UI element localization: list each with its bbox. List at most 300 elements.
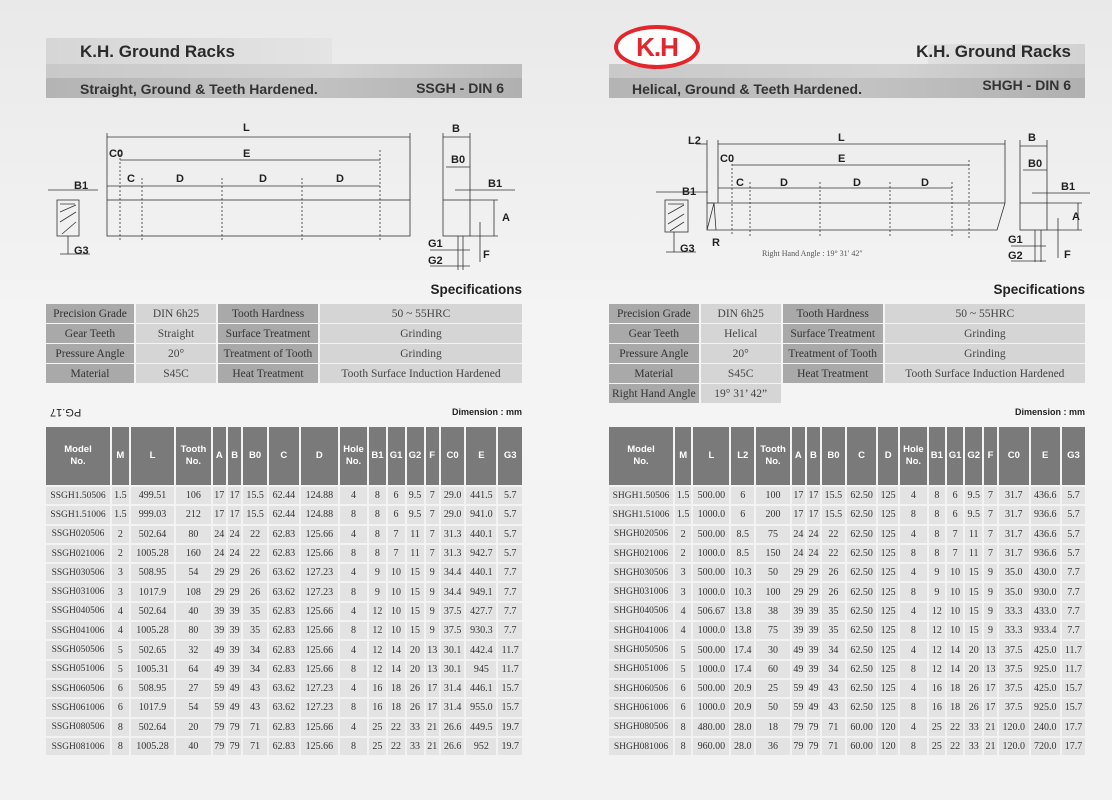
table-cell: 425.0 bbox=[1031, 641, 1060, 658]
label-b1: B1 bbox=[74, 180, 89, 192]
page-stamp: PG.17 bbox=[50, 406, 82, 418]
spec-value: Straight bbox=[136, 324, 216, 343]
table-cell: 120 bbox=[878, 719, 898, 736]
table-cell: 8 bbox=[929, 487, 945, 504]
table-cell: 14 bbox=[388, 661, 405, 678]
table-cell: 6 bbox=[112, 699, 129, 716]
table-cell: 24 bbox=[213, 526, 226, 543]
table-cell: 5.7 bbox=[498, 545, 522, 562]
table-cell: SHGH061006 bbox=[609, 699, 673, 716]
table-cell: 16 bbox=[929, 680, 945, 697]
table-cell: 945 bbox=[466, 661, 496, 678]
table-cell: 7 bbox=[947, 526, 964, 543]
table-cell: 8 bbox=[900, 583, 927, 600]
column-header: B1 bbox=[929, 427, 945, 485]
table-cell: 6 bbox=[112, 680, 129, 697]
table-cell: 29.0 bbox=[441, 506, 464, 523]
spec-label: Precision Grade bbox=[46, 304, 134, 323]
table-cell: 120 bbox=[878, 738, 898, 755]
table-cell: 49 bbox=[807, 680, 820, 697]
label-e: E bbox=[243, 148, 251, 160]
table-cell: 100 bbox=[756, 487, 790, 504]
column-header: B1 bbox=[369, 427, 385, 485]
spec-value: 19° 31’ 42” bbox=[701, 384, 781, 403]
table-cell: 29 bbox=[807, 583, 820, 600]
column-header: Hole No. bbox=[340, 427, 368, 485]
table-cell: 11 bbox=[965, 526, 982, 543]
table-cell: 79 bbox=[213, 738, 226, 755]
spec-label: Pressure Angle bbox=[46, 344, 134, 363]
table-cell: 7 bbox=[984, 487, 997, 504]
table-cell: 9 bbox=[426, 603, 439, 620]
table-cell: 30.1 bbox=[441, 641, 464, 658]
table-cell: 26.6 bbox=[441, 719, 464, 736]
table-cell: 34 bbox=[243, 641, 266, 658]
table-cell: SHGH021006 bbox=[609, 545, 673, 562]
table-cell: 49 bbox=[792, 661, 805, 678]
table-cell: 9 bbox=[929, 583, 945, 600]
table-cell: 33 bbox=[407, 719, 424, 736]
spec-label: Precision Grade bbox=[609, 304, 699, 323]
table-cell: 124.88 bbox=[301, 487, 338, 504]
table-cell: 35.0 bbox=[999, 583, 1028, 600]
table-cell: 1005.31 bbox=[131, 661, 175, 678]
label-g3: G3 bbox=[74, 245, 89, 257]
table-row bbox=[46, 603, 522, 620]
table-row bbox=[609, 641, 1085, 658]
table-cell: 7.7 bbox=[1062, 622, 1085, 639]
table-cell: 4 bbox=[340, 487, 368, 504]
table-cell: SSGH081006 bbox=[46, 738, 110, 755]
table-cell: 34 bbox=[822, 641, 845, 658]
table-cell: SSGH060506 bbox=[46, 680, 110, 697]
spec-label: Surface Treatment bbox=[783, 324, 883, 343]
dimension-unit: Dimension : mm bbox=[1014, 407, 1085, 417]
table-cell: 930.3 bbox=[466, 622, 496, 639]
table-cell: 5.7 bbox=[1062, 526, 1085, 543]
table-cell: 8 bbox=[900, 661, 927, 678]
table-cell: 27 bbox=[176, 680, 210, 697]
table-cell: 15.7 bbox=[498, 680, 522, 697]
table-cell: 38 bbox=[756, 603, 790, 620]
label-b0: B0 bbox=[451, 154, 466, 166]
table-row bbox=[609, 583, 1085, 600]
table-cell: 2 bbox=[112, 526, 129, 543]
table-cell: 54 bbox=[176, 564, 210, 581]
table-cell: 100 bbox=[756, 583, 790, 600]
table-cell: 942.7 bbox=[466, 545, 496, 562]
table-cell: 8 bbox=[112, 738, 129, 755]
table-cell: 925.0 bbox=[1031, 699, 1060, 716]
table-cell: 22 bbox=[388, 719, 405, 736]
table-cell: 62.44 bbox=[269, 506, 299, 523]
table-cell: 39 bbox=[807, 603, 820, 620]
table-cell: 125.66 bbox=[301, 545, 338, 562]
spec-label: Gear Teeth bbox=[46, 324, 134, 343]
label-a: A bbox=[502, 212, 510, 224]
table-cell: 125 bbox=[878, 641, 898, 658]
table-cell: 9 bbox=[426, 622, 439, 639]
page-subtitle: Straight, Ground & Teeth Hardened. bbox=[80, 81, 318, 97]
table-cell: 12 bbox=[369, 603, 385, 620]
column-header: Tooth No. bbox=[756, 427, 790, 485]
table-cell: 71 bbox=[243, 719, 266, 736]
table-cell: 1005.28 bbox=[131, 622, 175, 639]
label-b: B bbox=[452, 123, 460, 135]
spec-value: DIN 6h25 bbox=[701, 304, 781, 323]
label-l2: L2 bbox=[688, 135, 701, 147]
table-cell: SHGH081006 bbox=[609, 738, 673, 755]
spec-row bbox=[609, 384, 1085, 403]
table-cell: 35 bbox=[243, 622, 266, 639]
table-row bbox=[609, 545, 1085, 562]
label-b0: B0 bbox=[1028, 158, 1043, 170]
table-cell: 29 bbox=[213, 564, 226, 581]
table-cell: 62.50 bbox=[847, 506, 876, 523]
table-cell: 6 bbox=[947, 506, 964, 523]
table-cell: 125 bbox=[878, 661, 898, 678]
table-cell: 8 bbox=[900, 545, 927, 562]
column-header: C0 bbox=[999, 427, 1028, 485]
table-cell: 10 bbox=[388, 603, 405, 620]
table-cell: 10 bbox=[388, 564, 405, 581]
table-cell: 20.9 bbox=[731, 699, 754, 716]
table-cell: 50 bbox=[756, 699, 790, 716]
table-cell: 21 bbox=[426, 719, 439, 736]
table-cell: 16 bbox=[369, 699, 385, 716]
table-cell: 4 bbox=[675, 622, 691, 639]
table-cell: 8 bbox=[929, 545, 945, 562]
table-cell: 427.7 bbox=[466, 603, 496, 620]
table-cell: 31.3 bbox=[441, 545, 464, 562]
table-cell: 39 bbox=[228, 641, 241, 658]
table-cell: 15 bbox=[407, 603, 424, 620]
table-cell: 7 bbox=[388, 526, 405, 543]
table-row bbox=[46, 583, 522, 600]
table-cell: 5 bbox=[675, 641, 691, 658]
column-header: Tooth No. bbox=[176, 427, 210, 485]
table-cell: 15 bbox=[965, 564, 982, 581]
table-cell: 12 bbox=[929, 661, 945, 678]
table-cell: 108 bbox=[176, 583, 210, 600]
table-cell: 8 bbox=[369, 506, 385, 523]
table-cell: 39 bbox=[792, 603, 805, 620]
table-cell: 26 bbox=[407, 680, 424, 697]
table-cell: 9.5 bbox=[407, 506, 424, 523]
table-cell: 936.6 bbox=[1031, 545, 1060, 562]
table-cell: 20 bbox=[407, 661, 424, 678]
table-cell: 29 bbox=[792, 564, 805, 581]
table-cell: 1000.0 bbox=[693, 622, 729, 639]
table-cell: SSGH021006 bbox=[46, 545, 110, 562]
table-cell: 1000.0 bbox=[693, 661, 729, 678]
table-cell: SSGH1.50506 bbox=[46, 487, 110, 504]
table-cell: 37.5 bbox=[999, 641, 1028, 658]
table-row bbox=[46, 680, 522, 697]
table-cell: 62.50 bbox=[847, 680, 876, 697]
table-cell: 13 bbox=[984, 641, 997, 658]
table-cell: SSGH1.51006 bbox=[46, 506, 110, 523]
table-cell: 19.7 bbox=[498, 719, 522, 736]
table-cell: 933.4 bbox=[1031, 622, 1060, 639]
table-cell: 125 bbox=[878, 526, 898, 543]
table-cell: 31.7 bbox=[999, 487, 1028, 504]
table-cell: 17 bbox=[213, 506, 226, 523]
table-cell: 4 bbox=[900, 641, 927, 658]
table-cell: 11.7 bbox=[1062, 641, 1085, 658]
label-d: D bbox=[780, 177, 788, 189]
table-cell: SHGH041006 bbox=[609, 622, 673, 639]
spec-label: Surface Treatment bbox=[218, 324, 318, 343]
table-cell: 29 bbox=[228, 564, 241, 581]
table-cell: 7 bbox=[984, 526, 997, 543]
table-cell: 8 bbox=[340, 699, 368, 716]
table-cell: 4 bbox=[112, 622, 129, 639]
table-cell: 49 bbox=[228, 699, 241, 716]
table-cell: 54 bbox=[176, 699, 210, 716]
label-r: R bbox=[712, 237, 720, 249]
table-cell: 9 bbox=[984, 564, 997, 581]
table-cell: 62.50 bbox=[847, 487, 876, 504]
table-cell: 29 bbox=[228, 583, 241, 600]
table-cell: 17 bbox=[426, 699, 439, 716]
table-cell: SHGH060506 bbox=[609, 680, 673, 697]
table-cell: 8 bbox=[900, 738, 927, 755]
table-cell: 15 bbox=[965, 603, 982, 620]
table-row bbox=[46, 564, 522, 581]
table-row bbox=[609, 506, 1085, 523]
table-cell: SSGH050506 bbox=[46, 641, 110, 658]
column-header: F bbox=[426, 427, 439, 485]
table-cell: 11.7 bbox=[1062, 661, 1085, 678]
column-header: G1 bbox=[947, 427, 964, 485]
column-header: D bbox=[301, 427, 338, 485]
table-cell: 500.00 bbox=[693, 641, 729, 658]
table-cell: 15.7 bbox=[498, 699, 522, 716]
table-cell: 28.0 bbox=[731, 719, 754, 736]
table-cell: 7 bbox=[426, 545, 439, 562]
table-cell: 125 bbox=[878, 545, 898, 562]
label-d: D bbox=[176, 173, 184, 185]
table-row bbox=[46, 622, 522, 639]
table-cell: 31.4 bbox=[441, 699, 464, 716]
column-header: E bbox=[1031, 427, 1060, 485]
column-header: G1 bbox=[388, 427, 405, 485]
table-cell: 17 bbox=[807, 506, 820, 523]
table-cell: 15.7 bbox=[1062, 699, 1085, 716]
table-cell: 13 bbox=[426, 661, 439, 678]
table-cell: 6 bbox=[731, 506, 754, 523]
table-cell: 24 bbox=[228, 545, 241, 562]
table-cell: 127.23 bbox=[301, 564, 338, 581]
column-header: L bbox=[131, 427, 175, 485]
table-cell: 63.62 bbox=[269, 680, 299, 697]
table-cell: 8.5 bbox=[731, 526, 754, 543]
table-row bbox=[46, 641, 522, 658]
table-cell: 26 bbox=[243, 583, 266, 600]
table-cell: 4 bbox=[900, 487, 927, 504]
table-cell: 2 bbox=[675, 526, 691, 543]
table-cell: SHGH1.50506 bbox=[609, 487, 673, 504]
table-cell: 4 bbox=[340, 680, 368, 697]
table-cell: 125.66 bbox=[301, 622, 338, 639]
column-header: C0 bbox=[441, 427, 464, 485]
table-cell: 14 bbox=[388, 641, 405, 658]
table-cell: 20 bbox=[965, 661, 982, 678]
column-header: G3 bbox=[498, 427, 522, 485]
table-cell: 32 bbox=[176, 641, 210, 658]
table-cell: 26.6 bbox=[441, 738, 464, 755]
dimension-table bbox=[607, 425, 1087, 757]
table-cell: 3 bbox=[112, 583, 129, 600]
spec-value: Grinding bbox=[320, 344, 522, 363]
table-cell: 40 bbox=[176, 603, 210, 620]
table-cell: 11 bbox=[407, 545, 424, 562]
specifications-heading: Specifications bbox=[430, 282, 522, 297]
table-cell: 26 bbox=[965, 699, 982, 716]
table-cell: 10.3 bbox=[731, 564, 754, 581]
table-cell: 26 bbox=[822, 564, 845, 581]
table-cell: 9 bbox=[984, 583, 997, 600]
table-cell: 17 bbox=[213, 487, 226, 504]
table-cell: 15.5 bbox=[822, 487, 845, 504]
table-cell: 62.83 bbox=[269, 719, 299, 736]
table-cell: 1.5 bbox=[675, 506, 691, 523]
column-header: G2 bbox=[965, 427, 982, 485]
table-cell: 22 bbox=[822, 545, 845, 562]
table-cell: 21 bbox=[426, 738, 439, 755]
column-header: D bbox=[878, 427, 898, 485]
table-cell: 62.50 bbox=[847, 622, 876, 639]
table-cell: SSGH080506 bbox=[46, 719, 110, 736]
spec-label: Material bbox=[46, 364, 134, 383]
table-cell: 59 bbox=[792, 699, 805, 716]
table-cell: 43 bbox=[243, 680, 266, 697]
spec-row bbox=[46, 324, 522, 343]
table-cell: 31.3 bbox=[441, 526, 464, 543]
table-cell: 5.7 bbox=[498, 487, 522, 504]
table-cell: 50 bbox=[756, 564, 790, 581]
kh-logo: K.H bbox=[614, 25, 700, 69]
label-l: L bbox=[243, 122, 250, 134]
table-cell: 500.00 bbox=[693, 487, 729, 504]
spec-label: Material bbox=[609, 364, 699, 383]
table-cell: 80 bbox=[176, 526, 210, 543]
table-cell: 5.7 bbox=[1062, 506, 1085, 523]
table-cell: 39 bbox=[228, 603, 241, 620]
table-cell: 1000.0 bbox=[693, 583, 729, 600]
table-row bbox=[46, 487, 522, 504]
table-cell: 12 bbox=[929, 622, 945, 639]
table-row bbox=[609, 526, 1085, 543]
table-cell: 4 bbox=[900, 603, 927, 620]
specifications-table bbox=[44, 303, 524, 384]
table-cell: 39 bbox=[807, 661, 820, 678]
table-cell: 25 bbox=[929, 719, 945, 736]
table-cell: 17 bbox=[792, 506, 805, 523]
table-cell: 15.5 bbox=[243, 506, 266, 523]
table-cell: 125 bbox=[878, 603, 898, 620]
table-cell: 49 bbox=[213, 641, 226, 658]
table-cell: 500.00 bbox=[693, 526, 729, 543]
table-cell: 7.7 bbox=[1062, 583, 1085, 600]
table-cell: 508.95 bbox=[131, 680, 175, 697]
column-header: G2 bbox=[407, 427, 424, 485]
spec-label: Tooth Hardness bbox=[218, 304, 318, 323]
table-cell: 440.1 bbox=[466, 526, 496, 543]
table-cell: 39 bbox=[213, 603, 226, 620]
table-cell: 49 bbox=[807, 699, 820, 716]
dimension-unit: Dimension : mm bbox=[451, 407, 522, 417]
spec-label: Right Hand Angle bbox=[609, 384, 699, 403]
column-header: Model No. bbox=[46, 427, 110, 485]
table-cell: 62.83 bbox=[269, 603, 299, 620]
table-cell: 75 bbox=[756, 622, 790, 639]
table-cell: 4 bbox=[340, 641, 368, 658]
spec-row bbox=[46, 304, 522, 323]
table-cell: 36 bbox=[756, 738, 790, 755]
table-cell: 8 bbox=[900, 622, 927, 639]
label-g2: G2 bbox=[1008, 250, 1023, 262]
table-cell: 21 bbox=[984, 738, 997, 755]
column-header: C bbox=[269, 427, 299, 485]
table-cell: 8 bbox=[340, 738, 368, 755]
table-cell: 37.5 bbox=[999, 661, 1028, 678]
table-cell: 79 bbox=[807, 719, 820, 736]
table-cell: 4 bbox=[900, 680, 927, 697]
table-cell: 9 bbox=[369, 583, 385, 600]
table-row bbox=[46, 738, 522, 755]
table-cell: 62.50 bbox=[847, 545, 876, 562]
table-cell: 8 bbox=[929, 526, 945, 543]
table-cell: 3 bbox=[675, 583, 691, 600]
table-cell: 8 bbox=[929, 506, 945, 523]
table-cell: 499.51 bbox=[131, 487, 175, 504]
spec-value: 50 ~ 55HRC bbox=[885, 304, 1085, 323]
table-cell: 120.0 bbox=[999, 738, 1028, 755]
table-cell: 40 bbox=[176, 738, 210, 755]
table-cell: 33.3 bbox=[999, 622, 1028, 639]
table-cell: 506.67 bbox=[693, 603, 729, 620]
table-cell: 5.7 bbox=[498, 506, 522, 523]
table-cell: 930.0 bbox=[1031, 583, 1060, 600]
table-cell: 71 bbox=[243, 738, 266, 755]
table-cell: 63.62 bbox=[269, 699, 299, 716]
column-header: B0 bbox=[822, 427, 845, 485]
table-cell: 11.7 bbox=[498, 641, 522, 658]
column-header: M bbox=[675, 427, 691, 485]
table-cell: 9 bbox=[369, 564, 385, 581]
table-cell: 8 bbox=[369, 545, 385, 562]
table-cell: 502.64 bbox=[131, 526, 175, 543]
table-cell: 60 bbox=[756, 661, 790, 678]
table-cell: 25 bbox=[929, 738, 945, 755]
table-cell: 127.23 bbox=[301, 699, 338, 716]
table-cell: 30.1 bbox=[441, 661, 464, 678]
table-cell: 62.50 bbox=[847, 564, 876, 581]
table-cell: 62.50 bbox=[847, 583, 876, 600]
table-cell: 1.5 bbox=[675, 487, 691, 504]
table-cell: 79 bbox=[792, 719, 805, 736]
table-cell: 4 bbox=[340, 564, 368, 581]
column-header: C bbox=[847, 427, 876, 485]
table-cell: 7.7 bbox=[498, 583, 522, 600]
table-cell: 436.6 bbox=[1031, 526, 1060, 543]
table-cell: 24 bbox=[792, 545, 805, 562]
table-cell: 7 bbox=[388, 545, 405, 562]
table-cell: 9 bbox=[426, 564, 439, 581]
table-cell: 125 bbox=[878, 506, 898, 523]
